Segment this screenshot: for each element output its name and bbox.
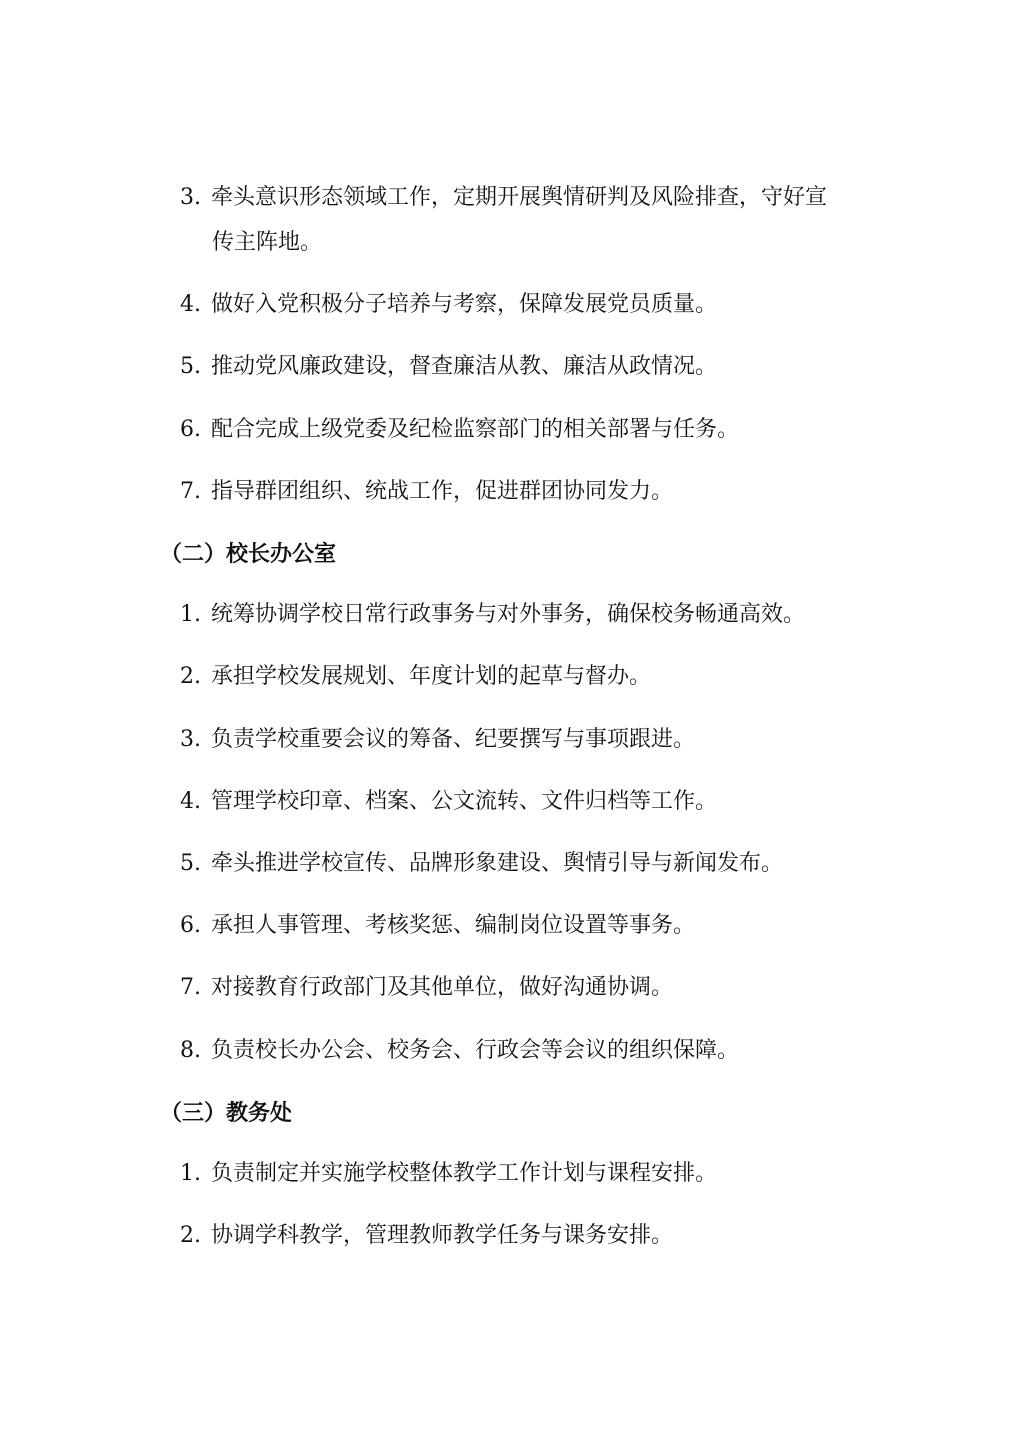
item-text: 承担学校发展规划、年度计划的起草与督办。 bbox=[211, 664, 652, 689]
list-item bbox=[180, 1224, 900, 1248]
item-number: 4. bbox=[180, 789, 201, 814]
item-text: 统筹协调学校日常行政事务与对外事务，确保校务畅通高效。 bbox=[211, 602, 806, 627]
list-item bbox=[180, 293, 900, 317]
item-text: 管理学校印章、档案、公文流转、文件归档等工作。 bbox=[211, 789, 718, 814]
item-number: 7. bbox=[180, 479, 201, 504]
item-number: 5. bbox=[180, 354, 201, 379]
section-heading-principal-office: （二）校长办公室 bbox=[160, 541, 337, 567]
item-text: 牵头意识形态领域工作，定期开展舆情研判及风险排查，守好宣 bbox=[211, 185, 828, 210]
list-item bbox=[180, 976, 900, 1000]
section-heading-academic-affairs: （三）教务处 bbox=[160, 1100, 293, 1126]
item-number: 2. bbox=[180, 664, 201, 689]
item-number: 6. bbox=[180, 913, 201, 938]
item-number: 8. bbox=[180, 1038, 201, 1063]
list-item bbox=[180, 186, 900, 210]
list-item bbox=[180, 480, 900, 504]
item-text: 负责制定并实施学校整体教学工作计划与课程安排。 bbox=[211, 1161, 718, 1186]
list-item bbox=[180, 665, 900, 689]
item-number: 3. bbox=[180, 185, 201, 210]
item-text: 配合完成上级党委及纪检监察部门的相关部署与任务。 bbox=[211, 417, 740, 442]
list-item bbox=[180, 355, 900, 379]
list-item bbox=[180, 914, 900, 938]
item-text: 承担人事管理、考核奖惩、编制岗位设置等事务。 bbox=[211, 913, 696, 938]
list-item bbox=[180, 1162, 900, 1186]
item-text: 对接教育行政部门及其他单位，做好沟通协调。 bbox=[211, 975, 674, 1000]
item-number: 3. bbox=[180, 727, 201, 752]
list-item bbox=[180, 728, 900, 752]
item-text: 负责校长办公会、校务会、行政会等会议的组织保障。 bbox=[211, 1038, 740, 1063]
item-number: 4. bbox=[180, 292, 201, 317]
item-text: 负责学校重要会议的筹备、纪要撰写与事项跟进。 bbox=[211, 727, 696, 752]
item-text: 协调学科教学，管理教师教学任务与课务安排。 bbox=[211, 1223, 674, 1248]
item-number: 6. bbox=[180, 417, 201, 442]
item-number: 5. bbox=[180, 851, 201, 876]
item-number: 1. bbox=[180, 1161, 201, 1186]
item-text: 指导群团组织、统战工作，促进群团协同发力。 bbox=[211, 479, 674, 504]
list-item bbox=[180, 418, 900, 442]
item-text: 传主阵地。 bbox=[212, 230, 323, 255]
item-text: 做好入党积极分子培养与考察，保障发展党员质量。 bbox=[211, 292, 718, 317]
item-number: 1. bbox=[180, 602, 201, 627]
list-item bbox=[180, 603, 900, 627]
list-item bbox=[180, 790, 900, 814]
list-item bbox=[180, 1039, 900, 1063]
list-item bbox=[180, 852, 900, 876]
item-text: 牵头推进学校宣传、品牌形象建设、舆情引导与新闻发布。 bbox=[211, 851, 784, 876]
item-text: 推动党风廉政建设，督查廉洁从教、廉洁从政情况。 bbox=[211, 354, 718, 379]
item-number: 2. bbox=[180, 1223, 201, 1248]
item-number: 7. bbox=[180, 975, 201, 1000]
list-item-continuation bbox=[212, 231, 932, 255]
